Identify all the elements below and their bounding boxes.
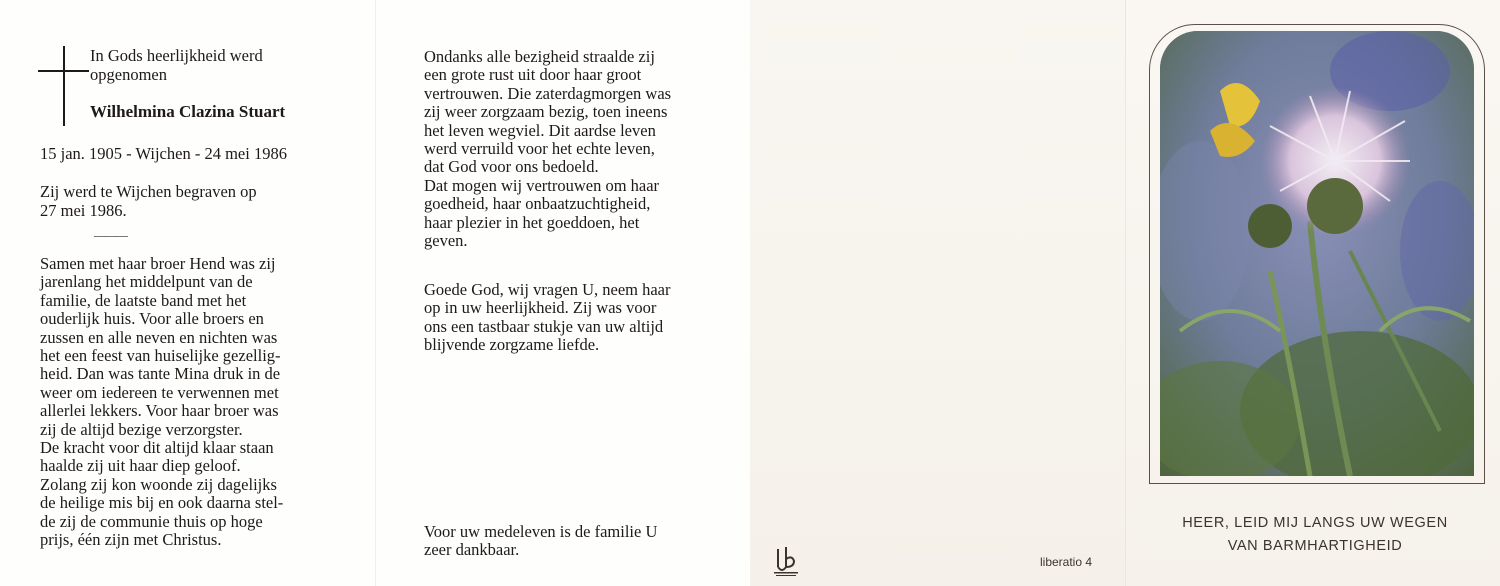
body-line: een grote rust uit door haar groot: [424, 65, 642, 85]
publisher-code: liberatio 4: [1040, 555, 1093, 569]
burial-line-1: Zij werd te Wijchen begraven op: [40, 182, 257, 201]
body-line: zussen en alle neven en nichten was: [40, 327, 278, 347]
body-line: Samen met haar broer Hend was zij: [40, 254, 276, 273]
body-line: goedheid, haar onbaatzuchtigheid,: [424, 194, 651, 214]
intro-line-2: opgenomen: [90, 65, 167, 84]
body-line: het een feest van huiselijke gezellig-: [40, 346, 281, 366]
body-line: Goede God, wij vragen U, neem haar: [424, 280, 671, 299]
body-line: het leven wegviel. Dit aardse leven: [424, 120, 656, 140]
body-line: ons een tastbaar stukje van uw altijd: [424, 316, 664, 336]
left-body-text: [40, 255, 328, 550]
body-line: vertrouwen. Die zaterdagmorgen was: [424, 83, 672, 103]
body-line: Zolang zij kon woonde zij dagelijks: [40, 474, 277, 494]
body-line: De kracht voor dit altijd klaar staan: [40, 438, 274, 458]
body-line: familie, de laatste band met het: [40, 290, 247, 310]
life-dates: 15 jan. 1905 - Wijchen - 24 mei 1986: [40, 144, 287, 163]
body-line: op in uw heerlijkheid. Zij was voor: [424, 298, 657, 318]
body-line: zij weer zorgzaam bezig, toen ineens: [424, 102, 668, 122]
cross-icon-horizontal: [38, 70, 89, 72]
deceased-name: Wilhelmina Clazina Stuart: [90, 102, 286, 121]
middle-page: [375, 0, 750, 586]
body-line: Dat mogen wij vertrouwen om haar: [424, 175, 660, 195]
body-line: de heilige mis bij en ook daarna stel-: [40, 493, 284, 513]
middle-paragraph-2: [424, 281, 714, 355]
verse-line-2: VAN BARMHARTIGHEID: [1227, 538, 1403, 554]
middle-paragraph-1: [424, 48, 714, 250]
cross-icon-vertical: [63, 46, 65, 126]
body-line: ouderlijk huis. Voor alle broers en: [40, 309, 264, 329]
body-line: blijvende zorgzame liefde.: [424, 335, 600, 355]
body-line: prijs, één zijn met Christus.: [40, 530, 222, 550]
verse-line-1: HEER, LEID MIJ LANGS UW WEGEN: [1182, 515, 1448, 531]
thanks-text: [424, 523, 714, 560]
body-line: haalde zij uit haar diep geloof.: [40, 456, 241, 476]
separator: ———: [94, 228, 127, 242]
body-line: allerlei lekkers. Voor haar broer was: [40, 401, 279, 421]
body-line: dat God voor ons bedoeld.: [424, 157, 599, 177]
left-page: [0, 0, 375, 586]
thistle-flower-photo: [1160, 31, 1474, 476]
publisher-logo: [770, 545, 802, 579]
body-line: haar plezier in het goeddoen, het: [424, 212, 640, 232]
body-line: geven.: [424, 231, 468, 251]
body-line: werd verruild voor het echte leven,: [424, 139, 655, 159]
body-line: jarenlang het middelpunt van de: [40, 272, 253, 292]
body-line: heid. Dan was tante Mina druk in de: [40, 364, 281, 384]
body-line: Voor uw medeleven is de familie U: [424, 522, 658, 541]
body-line: de zij de communie thuis op hoge: [40, 511, 263, 531]
body-line: zeer dankbaar.: [424, 540, 520, 560]
body-line: Ondanks alle bezigheid straalde zij: [424, 47, 655, 66]
body-line: weer om iedereen te verwennen met: [40, 382, 279, 402]
back-page: [750, 0, 1125, 586]
burial-line-2: 27 mei 1986.: [40, 201, 127, 220]
intro-line-1: In Gods heerlijkheid werd: [90, 46, 263, 65]
body-line: zij de altijd bezige verzorgster.: [40, 419, 243, 439]
